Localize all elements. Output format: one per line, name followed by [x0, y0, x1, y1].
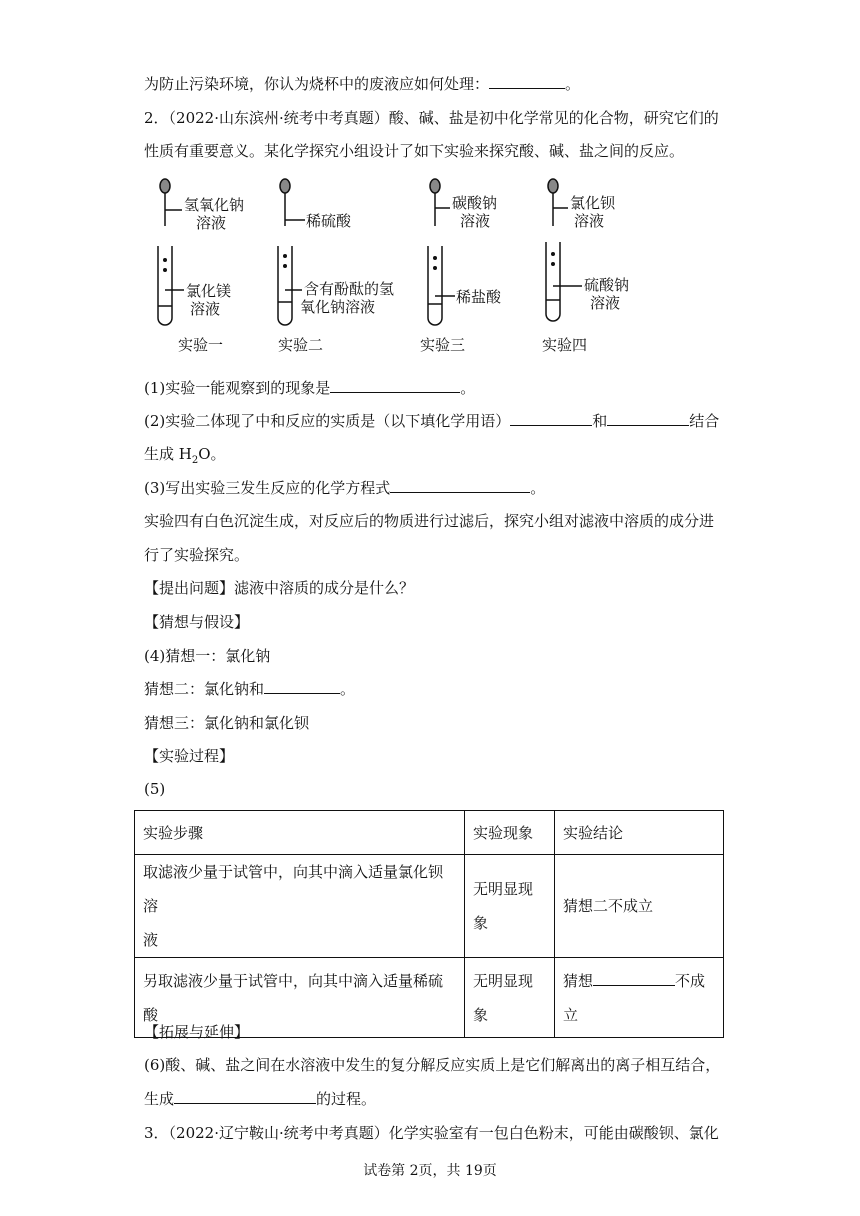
e3-dropper-label-1: 碳酸钠: [452, 194, 498, 212]
question-2-line-2: 性质有重要意义。某化学探究小组设计了如下实验来探究酸、碱、盐之间的反应。: [144, 142, 685, 160]
e4-tube-label-2: 溶液: [590, 294, 621, 312]
e3-tube-label: 稀盐酸: [456, 288, 502, 306]
e2-label: 实验二: [278, 336, 324, 354]
e4-label: 实验四: [542, 336, 588, 354]
heading-question: 【提出问题】滤液中溶质的成分是什么？: [144, 579, 415, 597]
e4-tube-label-1: 硫酸钠: [584, 276, 630, 294]
table-header: 实验步骤: [135, 811, 465, 855]
table-cell-conclusion: 猜想 不成 立: [555, 958, 724, 1038]
table-header: 实验结论: [555, 811, 724, 855]
table-header: 实验现象: [465, 811, 555, 855]
answer-blank[interactable]: [390, 478, 530, 493]
experiment-table: [134, 810, 724, 1038]
question-3-line-1: 3．（2022·辽宁鞍山·统考中考真题）化学实验室有一包白色粉末，可能由碳酸钡、氯化: [144, 1124, 719, 1142]
heading-extension: 【拓展与延伸】: [144, 1023, 250, 1041]
question-part-3: (3)写出实验三发生反应的化学方程式 。: [144, 479, 546, 497]
e2-dropper-label: 稀硫酸: [306, 212, 352, 230]
experiment-figure: [150, 178, 630, 363]
table-row: [135, 855, 724, 958]
answer-blank[interactable]: [489, 74, 565, 89]
e1-tube-label-2: 溶液: [190, 300, 221, 318]
heading-hypothesis: 【猜想与假设】: [144, 613, 250, 631]
dropper-3: [430, 179, 440, 226]
e1-dropper-label-1: 氢氧化钠: [184, 196, 245, 214]
table-cell-step: 取滤液少量于试管中，向其中滴入适量氯化钡溶 液: [135, 855, 465, 958]
answer-blank[interactable]: [330, 378, 460, 393]
e2-tube-label-2: 氧化钠溶液: [300, 298, 376, 316]
guess-2: 猜想二：氯化钠和 。: [144, 680, 356, 698]
tube-1: [158, 246, 172, 325]
e1-tube-label-1: 氯化镁: [186, 282, 232, 300]
table-header-row: [135, 811, 724, 855]
dropper-2: [280, 179, 290, 226]
table-cell-step: 另取滤液少量于试管中，向其中滴入适量稀硫酸: [135, 958, 465, 1038]
e2-tube-label-1: 含有酚酞的氢: [304, 280, 395, 298]
e4-dropper-label-2: 溶液: [574, 212, 605, 230]
e3-label: 实验三: [420, 336, 466, 354]
guess-1: (4)猜想一：氯化钠: [144, 647, 271, 665]
table-cell-conclusion: 猜想二不成立: [555, 855, 724, 958]
question-part-1: (1)实验一能观察到的现象是 。: [144, 379, 476, 397]
e3-dropper-label-2: 溶液: [460, 212, 491, 230]
question-part-2-cont: 生成 $H_2O$。: [144, 445, 226, 466]
question-part-6: (6)酸、碱、盐之间在水溶液中发生的复分解反应实质上是它们解离出的离子相互结合，: [144, 1056, 721, 1074]
table-cell-phenomenon: 无明显现 象: [465, 855, 555, 958]
part-5-label: (5): [144, 780, 166, 798]
guess-3: 猜想三：氯化钠和氯化钡: [144, 714, 310, 732]
answer-blank[interactable]: [607, 411, 689, 426]
answer-blank[interactable]: [264, 679, 340, 694]
e1-dropper-label-2: 溶液: [196, 214, 227, 232]
dropper-1: [160, 179, 170, 226]
e4-dropper-label-1: 氯化钡: [570, 194, 616, 212]
answer-blank[interactable]: [593, 971, 675, 986]
e1-label: 实验一: [178, 336, 224, 354]
answer-blank[interactable]: [510, 411, 592, 426]
line-waste: 为防止污染环境，你认为烧杯中的废液应如何处理： 。: [144, 75, 581, 93]
table-cell-phenomenon: 无明显现 象: [465, 958, 555, 1038]
para-experiment-4-1: 实验四有白色沉淀生成，对反应后的物质进行过滤后，探究小组对滤液中溶质的成分进: [144, 512, 715, 530]
heading-process: 【实验过程】: [144, 747, 235, 765]
page-footer: 试卷第 2页，共 19页: [363, 1163, 497, 1179]
para-experiment-4-2: 行了实验探究。: [144, 546, 250, 564]
question-2-line-1: 2．（2022·山东滨州·统考中考真题）酸、碱、盐是初中化学常见的化合物，研究它们的: [144, 109, 719, 127]
dropper-4: [548, 179, 558, 226]
answer-blank[interactable]: [174, 1089, 316, 1104]
question-part-2: (2)实验二体现了中和反应的实质是（以下填化学用语） 和 结合: [144, 412, 720, 430]
question-part-6-cont: 生成 的过程。: [144, 1090, 377, 1108]
